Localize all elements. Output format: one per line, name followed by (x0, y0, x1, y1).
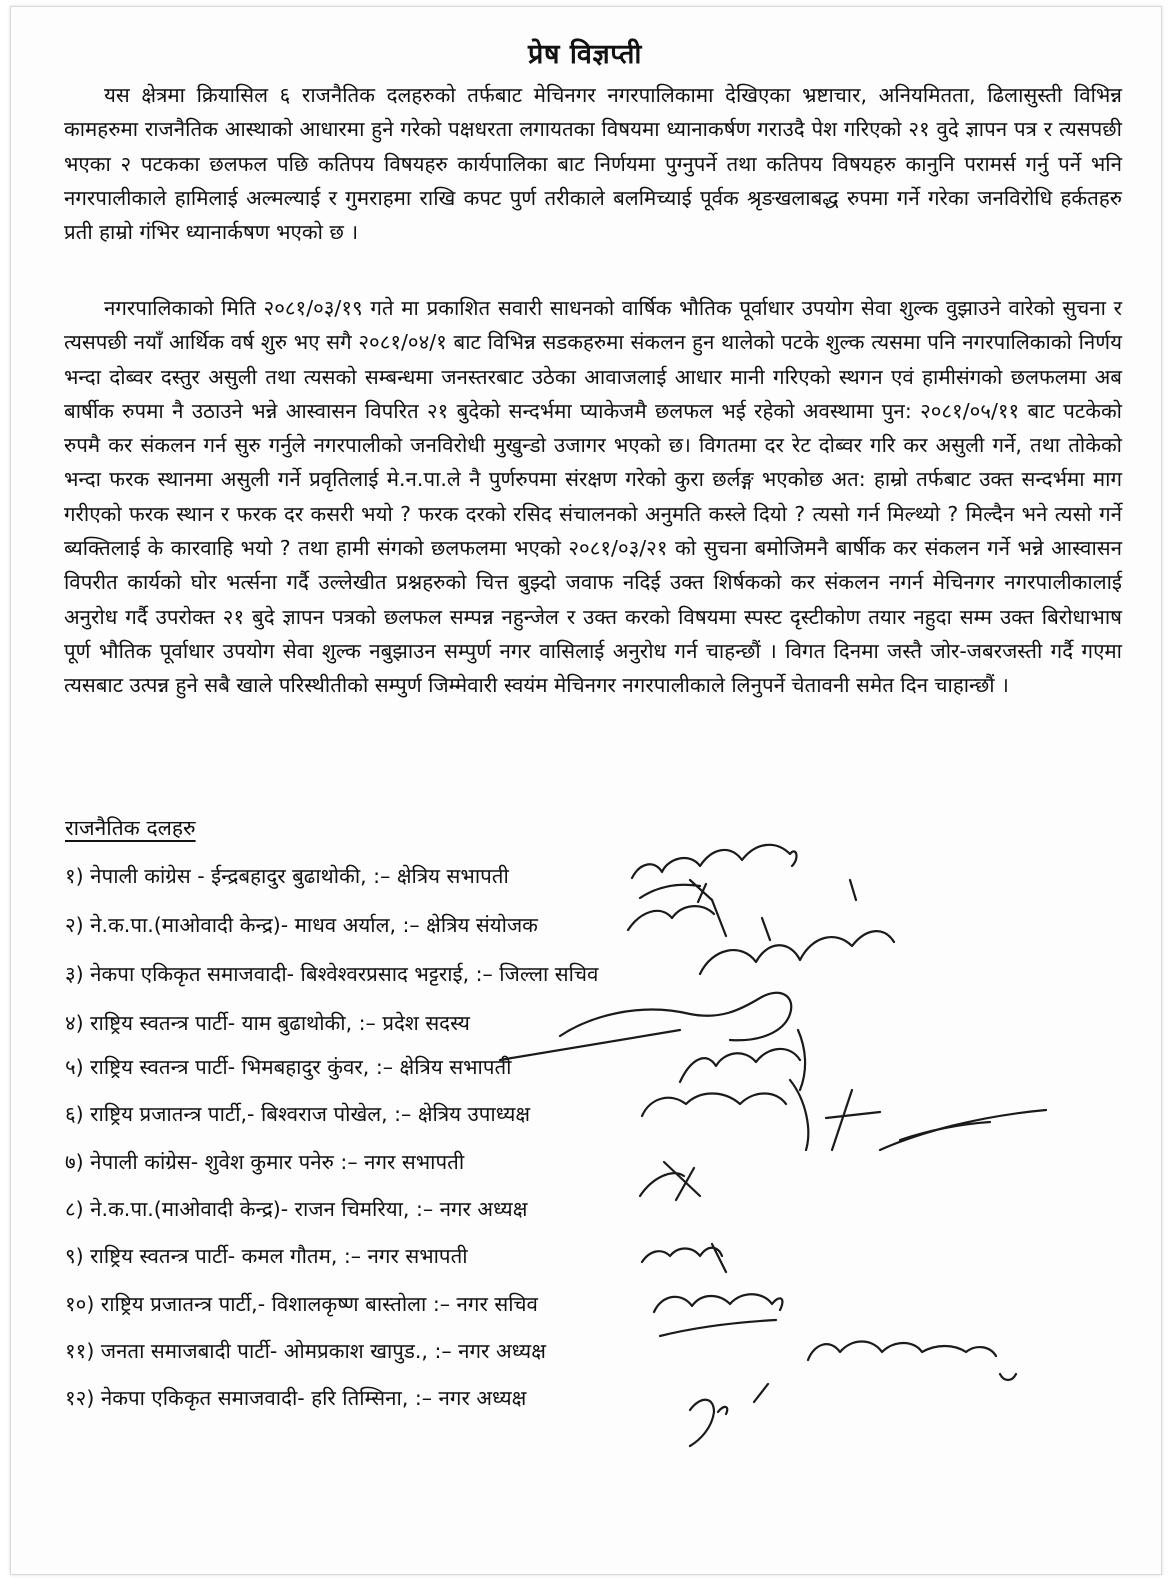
signatory-item: ७) नेपाली कांग्रेस- शुवेश कुमार पनेरु :– नगर सभापती (65, 1150, 465, 1174)
signatory-item: १) नेपाली कांग्रेस - ईन्द्रबहादुर बुढाथोकी, :– क्षेत्रिय सभापती (65, 864, 509, 888)
signatory-item: ८) ने.क.पा.(माओवादी केन्द्र)- राजन चिमरिया, :– नगर अध्यक्ष (65, 1197, 528, 1221)
section-heading: राजनैतिक दलहरु (65, 816, 196, 840)
paragraph-1: यस क्षेत्रमा क्रियासिल ६ राजनैतिक दलहरुको तर्फबाट मेचिनगर नगरपालिकामा देखिएका भ्रष्टाचार, अनियमितता, ढिलासुस्ती विभिन्न कामहरुमा राजनैतिक आस्थाको आधारमा हुने गरेको पक्षधरता लगायतका विषयमा ध्यानाकर्षण गराउदै पेश गरिएको २१ वुदे ज्ञापन पत्र र त्यसपछी भएका २ पटकका छलफल पछि कतिपय विषयहरु कार्यपालिका बाट निर्णयमा पुग्नुपर्ने तथा कतिपय विषयहरु कानुनि परामर्स गर्नु पर्ने भनि नगरपालीकाले हामिलाई अल्मल्याई र गुमराहमा राखि कपट पुर्ण तरीकाले बलमिच्याई पूर्वक श्रृङखलाबद्ध रुपमा गर्ने गरेका जनविरोधि हर्कतहरु प्रती हाम्रो गंभिर ध्यानार्कषण भएको छ । (64, 83, 1122, 245)
signatory-item: ३) नेकपा एकिकृत समाजवादी- बिश्वेश्वरप्रसाद भट्टराई, :– जिल्ला सचिव (65, 962, 599, 986)
signatory-item: ९) राष्ट्रिय स्वतन्त्र पार्टी- कमल गौतम, :– नगर सभापती (65, 1244, 468, 1268)
signatory-item: ११) जनता समाजबादी पार्टी- ओमप्रकाश खापुड., :– नगर अध्यक्ष (65, 1339, 546, 1363)
paragraph-2: नगरपालिकाको मिति २०८१/०३/१९ गते मा प्रकाशित सवारी साधनको वार्षिक भौतिक पूर्वाधार उपयोग सेवा शुल्क वुझाउने वारेको सुचना र त्यसपछी नयाँ आर्थिक वर्ष शुरु भए सगै २०८१/०४/१ बाट विभिन्न सडकहरुमा संकलन हुन थालेको पटके शुल्क त्यसमा पनि नगरपालिकाको निर्णय भन्दा दोब्वर दस्तुर असुली तथा त्यसको सम्बन्धमा जनस्तरबाट उठेका आवाजलाई आधार मानी गरिएको स्थगन एवं हामीसंगको छलफलमा अब बार्षीक रुपमा नै उठाउने भन्ने आस्वासन विपरित २१ बुदेको सन्दर्भमा प्याकेजमै छलफल भई रहेको अवस्थामा पुन: २०८१/०५/११ बाट पटकेको रुपमै कर संकलन गर्न सुरु गर्नुले नगरपालीको जनविरोधी मुखुन्डो उजागर भएको छ। विगतमा दर रेट दोब्वर गरि कर असुली गर्ने, तथा तोकेको भन्दा फरक स्थानमा असुली गर्ने प्रवृतिलाई मे.न.पा.ले नै पुर्णरुपमा संरक्षण गरेको कुरा छर्लङ्ग भएकोछ अत: हाम्रो तर्फबाट उक्त सन्दर्भमा माग गरीएको फरक स्थान र फरक दर कसरी भयो ? फरक दरको रसिद संचालनको अनुमति कस्ले दियो ? त्यसो गर्न मिल्थ्यो ? मिल्दैन भने त्यसो गर्ने ब्यक्तिलाई के कारवाहि भयो ? तथा हामी संगको छलफलमा भएको २०८१/०३/२१ को सुचना बमोजिमनै बार्षीक कर संकलन गर्ने भन्ने आस्वासन विपरीत कार्यको घोर भर्त्सना गर्दै उल्लेखीत प्रश्नहरुको चित्त बुझ्दो जवाफ नदिई उक्त शिर्षकको कर संकलन नगर्न मेचिनगर नगरपालीकालाई अनुरोध गर्दै उपरोक्त २१ बुदे ज्ञापन पत्रको छलफल सम्पन्न नहुन्जेल र उक्त करको विषयमा स्पस्ट दृस्टीकोण तयार नहुदा सम्म उक्त बिरोधाभाष पूर्ण भौतिक पूर्वाधार उपयोग सेवा शुल्क नबुझाउन सम्पुर्ण नगर वासिलाई अनुरोध गर्न चाहन्छौं । विगत दिनमा जस्तै जोर-जबरजस्ती गर्दै गएमा त्यसबाट उत्पन्न हुने सबै खाले परिस्थीतीको सम्पुर्ण जिम्मेवारी स्वयंम मेचिनगर नगरपालीकाले लिनुपर्ने चेतावनी समेत दिन चाहान्छौं । (64, 296, 1122, 698)
signatory-item: २) ने.क.पा.(माओवादी केन्द्र)- माधव अर्याल, :– क्षेत्रिय संयोजक (65, 913, 538, 937)
signatory-item: १०) राष्ट्रिय प्रजातन्त्र पार्टी,- विशालकृष्ण बास्तोला :– नगर सचिव (65, 1292, 538, 1316)
signatory-item: ४) राष्ट्रिय स्वतन्त्र पार्टी- याम बुढाथोकी, :– प्रदेश सदस्य (65, 1011, 470, 1035)
signatory-item: ५) राष्ट्रिय स्वतन्त्र पार्टी- भिमबहादुर कुंवर, :– क्षेत्रिय सभापती (65, 1055, 512, 1079)
signatory-item: ६) राष्ट्रिय प्रजातन्त्र पार्टी,- बिश्वराज पोखेल, :– क्षेत्रिय उपाध्यक्ष (65, 1102, 531, 1126)
document-title: प्रेष विज्ञप्ती (528, 39, 642, 70)
signatory-item: १२) नेकपा एकिकृत समाजवादी- हरि तिम्सिना, :– नगर अध्यक्ष (65, 1386, 527, 1410)
